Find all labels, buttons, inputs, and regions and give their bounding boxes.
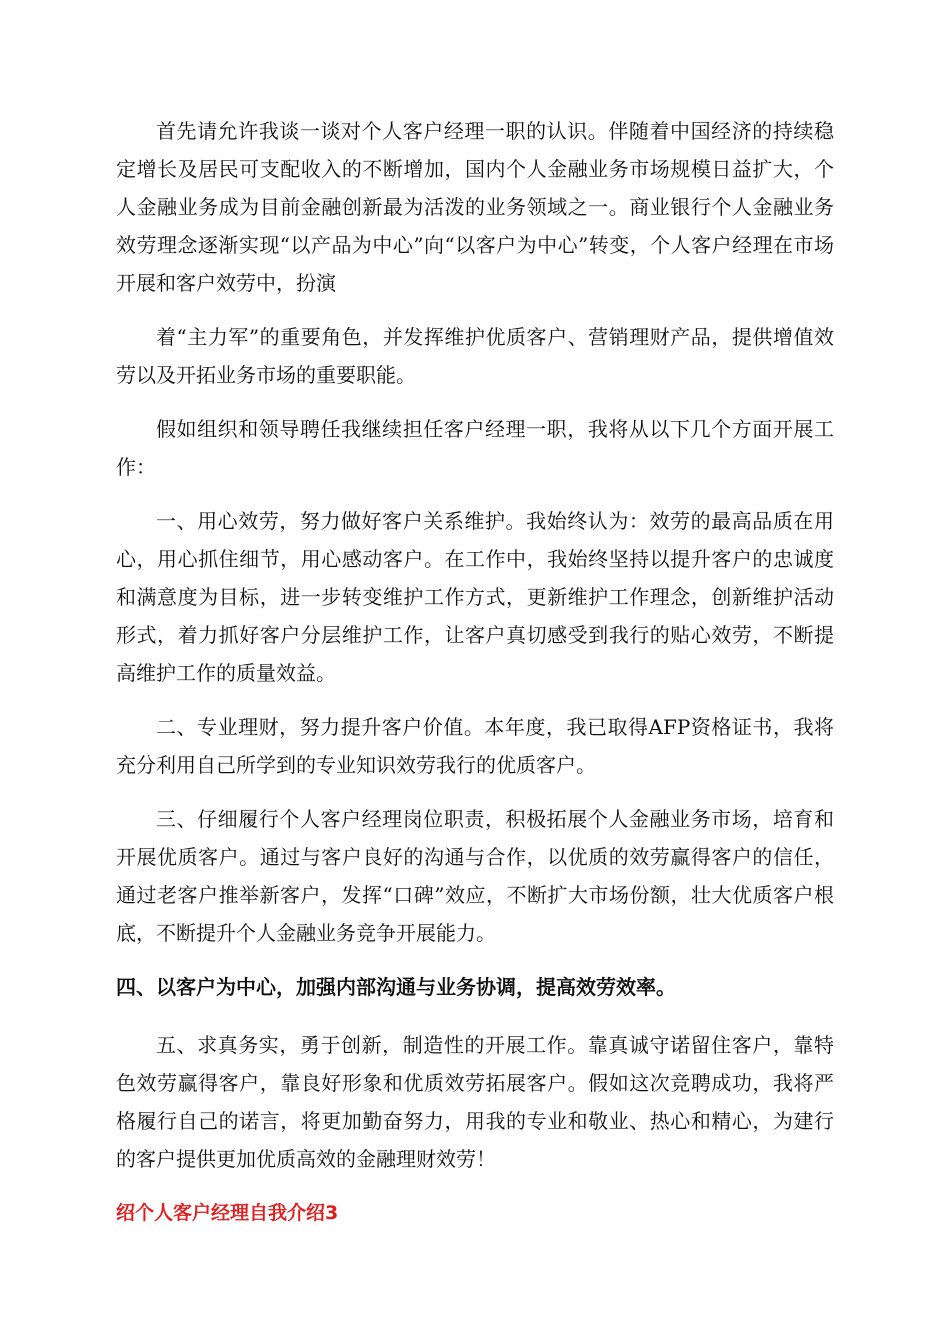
section-heading: 绍个人客户经理自我介绍3 — [116, 1202, 339, 1224]
paragraph-point-5: 五、求真务实，勇于创新，制造性的开展工作。靠真诚守诺留住客户，靠特色效劳赢得客户，靠良好形象和优质效劳拓展客户。假如这次竞聘成功，我将严格履行自己的诺言，将更加勤奋努力，用我的专业和敬业、热心和精心，为建行的客户提供更加优质高效的金融理财效劳！ — [116, 1033, 834, 1171]
bold-point-4: 四、以客户为中心，加强内部沟通与业务协调，提高效劳效率。 — [116, 975, 676, 999]
document-body — [116, 112, 834, 1232]
paragraph-point-2: 二、专业理财，努力提升客户价值。本年度，我已取得AFP资格证书，我将充分利用自己所学到的专业知识效劳我行的优质客户。 — [116, 715, 834, 777]
paragraph-intro: 首先请允许我谈一谈对个人客户经理一职的认识。伴随着中国经济的持续稳定增长及居民可支配收入的不断增加，国内个人金融业务市场规模日益扩大，个人金融业务成为目前金融创新最为活泼的业务领域之一。商业银行个人金融业务效劳理念逐渐实现“以产品为中心”向“以客户为中心”转变，个人客户经理在市场开展和客户效劳中，扮演 — [116, 119, 834, 295]
paragraph-plan: 假如组织和领导聘任我继续担任客户经理一职，我将从以下几个方面开展工作： — [116, 417, 834, 479]
paragraph-role: 着“主力军”的重要角色，并发挥维护优质客户、营销理财产品，提供增值效劳以及开拓业务市场的重要职能。 — [116, 325, 834, 387]
paragraph-point-3: 三、仔细履行个人客户经理岗位职责，积极拓展个人金融业务市场，培育和开展优质客户。通过与客户良好的沟通与合作，以优质的效劳赢得客户的信任，通过老客户推举新客户，发挥“口碑”效应，不断扩大市场份额，壮大优质客户根底，不断提升个人金融业务竞争开展能力。 — [116, 807, 834, 945]
paragraph-point-1: 一、用心效劳，努力做好客户关系维护。我始终认为：效劳的最高品质在用心，用心抓住细节，用心感动客户。在工作中，我始终坚持以提升客户的忠诚度和满意度为目标，进一步转变维护工作方式，更新维护工作理念，创新维护活动形式，着力抓好客户分层维护工作，让客户真切感受到我行的贴心效劳，不断提高维护工作的质量效益。 — [116, 509, 834, 685]
